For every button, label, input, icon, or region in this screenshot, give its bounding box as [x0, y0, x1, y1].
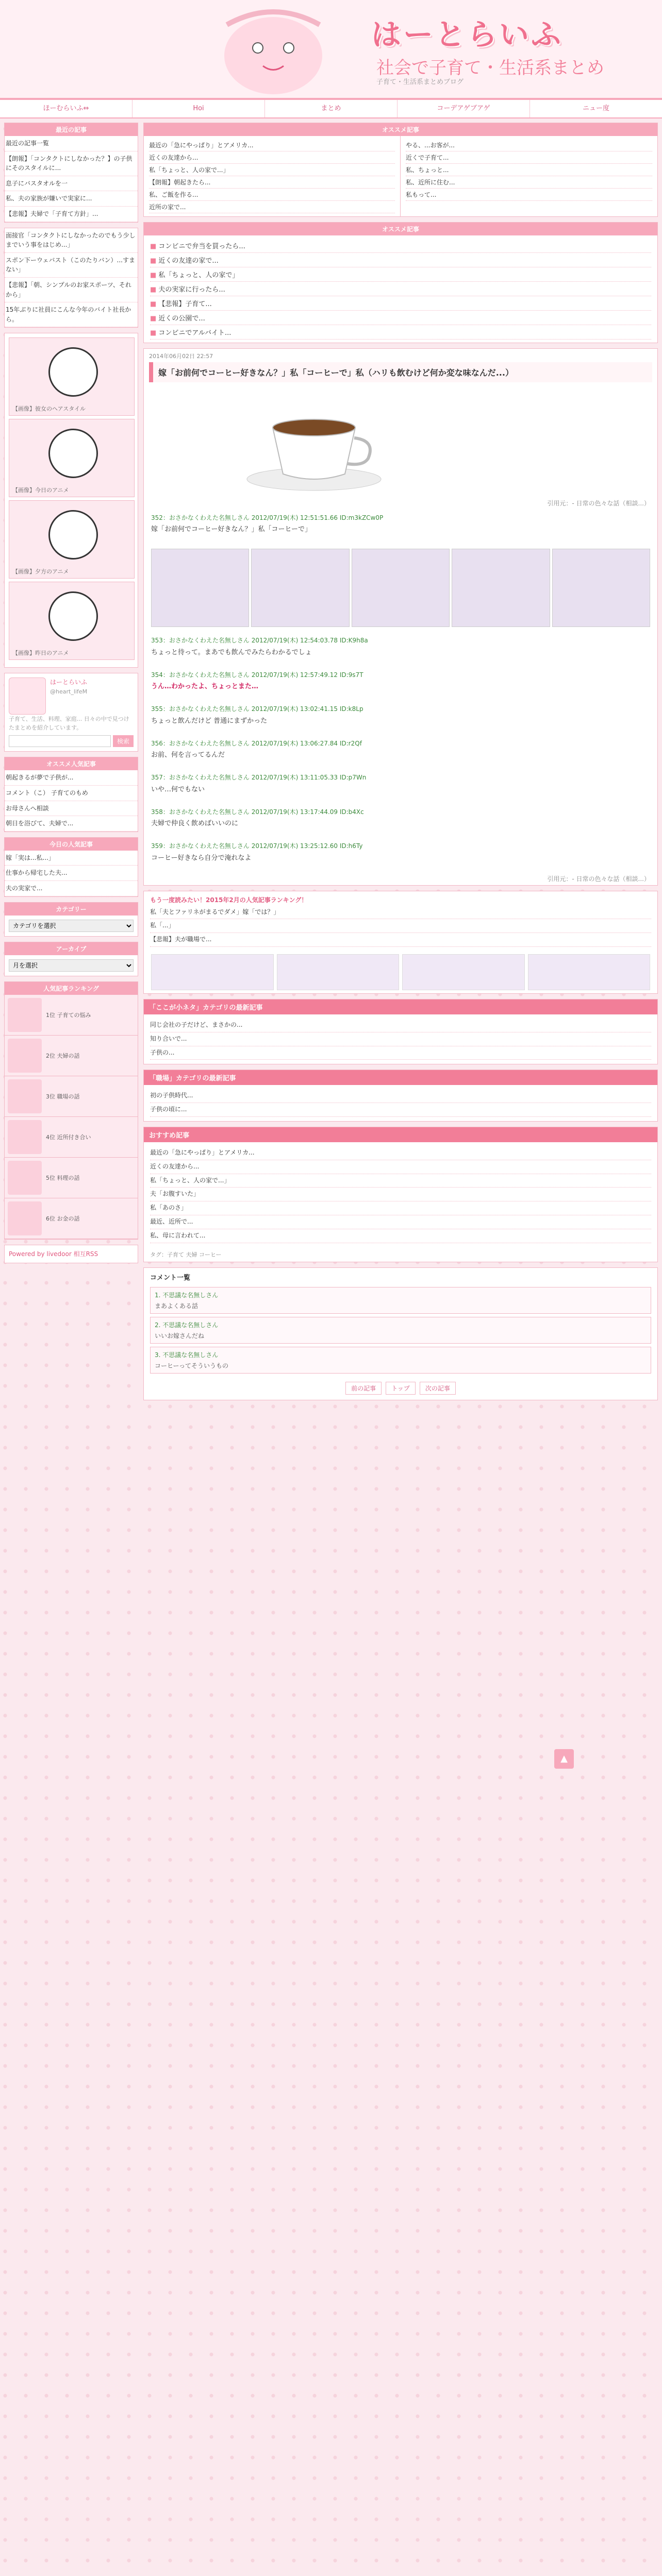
ranking-item[interactable]: 1位 子育ての悩み: [5, 995, 138, 1036]
promo-title[interactable]: もう一度読みたい！2015年2月の人気記事ランキング！: [150, 896, 308, 904]
comment: [150, 1317, 651, 1344]
recommend-item[interactable]: 最近の「急にやっぱり」とアメリカ...: [149, 139, 395, 151]
comment-name: 3. 不思議な名無しさん: [155, 1351, 219, 1359]
gallery-image[interactable]: [251, 549, 349, 627]
mascot-illustration: [196, 4, 351, 97]
post-header: 352：おさかなくわえた名無しさん 2012/07/19(木) 12:51:51.66 ID:m3kZCw0P: [151, 514, 384, 521]
notice-item[interactable]: 15年ぶりに社員にこんな今年のバイト社長から。: [5, 302, 138, 327]
osusume-item[interactable]: 最近、近所で...: [150, 1215, 651, 1229]
scroll-top-button[interactable]: [554, 1749, 574, 1769]
notice-item[interactable]: 面接官「コンタクトにしなかったのでもう少しまでいう事をはじめ...」: [5, 228, 138, 253]
comments-section: [143, 1267, 658, 1400]
post-body: ちょっと待って。まあでも飲んでみたらわかるでしょ: [151, 648, 312, 656]
comments-heading: コメント一覧: [150, 1274, 191, 1282]
rss-item[interactable]: ■ 私「ちょっと、人の家で」: [150, 267, 651, 282]
recommend-item[interactable]: 私「ちょっと、人の家で...」: [149, 164, 395, 176]
promo-item[interactable]: 【悲報】夫が職場で...: [150, 933, 651, 947]
post-header: 357：おさかなくわえた名無しさん 2012/07/19(木) 13:11:05.33 ID:p7Wn: [151, 774, 367, 782]
ranking-item[interactable]: 4位 近所付き合い: [5, 1117, 138, 1158]
thumb-caption: 【画像】彼女のヘアスタイル: [12, 405, 86, 413]
article: [143, 348, 658, 886]
post-header: 354：おさかなくわえた名無しさん 2012/07/19(木) 12:57:49.12 ID:9s7T: [151, 671, 363, 679]
osusume-item[interactable]: 夫「お腹すいた」: [150, 1188, 651, 1201]
post-body: いや…何でもない: [151, 785, 205, 793]
recommend-item[interactable]: 近くで子育て...: [406, 151, 652, 164]
section-heading: 「職場」カテゴリの最新記事: [144, 1070, 657, 1085]
site-header: [0, 0, 662, 100]
nav-item[interactable]: ニュー度: [582, 105, 609, 112]
nav-item[interactable]: ほーむらいふ⇔: [0, 100, 133, 117]
osusume-item[interactable]: 私「ちょっと、人の家で...」: [150, 1174, 651, 1188]
thread-post: [144, 804, 657, 838]
recommend-item[interactable]: 近所の家で...: [149, 201, 395, 213]
thumb-card[interactable]: [9, 337, 135, 416]
ad-tile[interactable]: [402, 954, 525, 990]
nav-item[interactable]: コーデアゲブアゲ: [398, 100, 530, 117]
ad-gallery: [151, 549, 650, 627]
ranking-item[interactable]: 2位 夫婦の話: [5, 1036, 138, 1076]
ranking-item[interactable]: 3位 職場の話: [5, 1076, 138, 1117]
profile-id[interactable]: @heart_lifeM: [50, 688, 88, 695]
main-column: [143, 123, 658, 1405]
sidebar: [4, 123, 138, 1268]
rss-box: [143, 222, 658, 343]
pager: [144, 1377, 657, 1400]
article-date: 2014年06月02日 22:57: [149, 353, 213, 360]
post-body: コーヒー好きなら自分で淹れなよ: [151, 854, 252, 862]
notice-item[interactable]: 【悲報】「朝、シンプルのお家スポーツ、それから」: [5, 278, 138, 302]
osusume-item[interactable]: 最近の「急にやっぱり」とアメリカ...: [150, 1146, 651, 1160]
category-item[interactable]: 子供の...: [150, 1046, 651, 1060]
powered-box: [4, 1245, 138, 1264]
search-input[interactable]: [9, 735, 111, 747]
popular-box: [4, 757, 138, 832]
thread-post: [144, 510, 657, 544]
rss-item[interactable]: ■ 【悲報】子育て...: [150, 296, 651, 311]
today-item[interactable]: 仕事から帰宅した夫...: [5, 866, 138, 881]
box-heading: オススメ人気記事: [5, 757, 138, 770]
category-latest-2: [143, 1070, 658, 1122]
content-columns: [0, 118, 662, 1410]
site-tagline: 子育て・生活系まとめブログ: [376, 78, 464, 86]
arrow-up-icon: ▲: [560, 1753, 568, 1764]
gallery-image[interactable]: [352, 549, 450, 627]
today-item[interactable]: 嫁「実は...私...」: [5, 851, 138, 866]
popular-item[interactable]: 朝起きるが夢で子供が...: [5, 770, 138, 786]
global-nav: [0, 100, 662, 118]
ad-tile[interactable]: [151, 954, 274, 990]
thumb-caption: 【画像】昨日のアニメ: [12, 650, 69, 657]
recent-item[interactable]: 【悲報】夫婦で「子育て方針」...: [5, 207, 138, 222]
box-heading: 人気記事ランキング: [5, 982, 138, 995]
box-heading: アーカイブ: [5, 942, 138, 955]
next-link[interactable]: 次の記事: [420, 1382, 456, 1395]
top-link[interactable]: トップ: [386, 1382, 416, 1395]
recommend-heading: オススメ記事: [144, 123, 657, 136]
rss-item[interactable]: ■ コンビニで弁当を買ったら...: [150, 239, 651, 253]
quote-source[interactable]: 引用元：- 日常の色々な話（相談...）: [547, 500, 650, 507]
recommend-item[interactable]: 私、ご飯を作る...: [149, 189, 395, 201]
promo-item[interactable]: 私「夫とファリネがまるでダメ」嫁「では？」: [150, 906, 651, 920]
post-header: 355：おさかなくわえた名無しさん 2012/07/19(木) 13:02:41.15 ID:k8Lp: [151, 705, 363, 713]
recommend-item[interactable]: やる、...お客が...: [406, 139, 652, 151]
osusume-item[interactable]: 近くの友達から...: [150, 1160, 651, 1174]
thumb-card[interactable]: [9, 419, 135, 497]
post-header: 356：おさかなくわえた名無しさん 2012/07/19(木) 13:06:27.84 ID:r2Qf: [151, 739, 362, 747]
recent-box: [4, 123, 138, 223]
notice-item[interactable]: スポン下ーウェバスト（このたりバン）...すまない」: [5, 253, 138, 278]
rss-item[interactable]: ■ コンビニでアルバイト...: [150, 325, 651, 340]
thumb-box: [4, 333, 138, 668]
rss-item[interactable]: ■ 近くの友達の家で...: [150, 253, 651, 267]
today-item[interactable]: 夫の実家で...: [5, 881, 138, 896]
comment-name: 2. 不思議な名無しさん: [155, 1321, 219, 1329]
thread-post: [144, 769, 657, 803]
search-button[interactable]: 検索: [113, 735, 134, 747]
post-header: 358：おさかなくわえた名無しさん 2012/07/19(木) 13:17:44.09 ID:b4Xc: [151, 808, 364, 816]
recent-item[interactable]: 【朗報】「コンタクトにしなかった？】の子供にそのスタイルに...: [5, 151, 138, 176]
article-title[interactable]: 嫁「お前何でコーヒー好きなん？」私「コーヒーで」私（ハリも飲むけど何か変な味なんだ...）: [149, 362, 652, 382]
prev-link[interactable]: 前の記事: [345, 1382, 382, 1395]
gallery-image[interactable]: [452, 549, 550, 627]
category-item[interactable]: 知り合いで...: [150, 1032, 651, 1046]
section-heading: 「ここが小ネタ」カテゴリの最新記事: [144, 999, 657, 1014]
osusume-box: [143, 1127, 658, 1262]
thread-post: [144, 735, 657, 769]
thread-post: [144, 838, 657, 872]
thumb-card[interactable]: [9, 582, 135, 660]
tag-line[interactable]: タグ：子育て 夫婦 コーヒー: [150, 1251, 222, 1258]
ad-row: [151, 954, 650, 990]
today-box: [4, 837, 138, 897]
site-subtitle: 社会で子育て・生活系まとめ: [376, 58, 604, 78]
popular-item[interactable]: 朝日を浴びて、夫婦で...: [5, 816, 138, 832]
profile-box: [4, 673, 138, 752]
powered-by[interactable]: Powered by livedoor 相互RSS: [9, 1250, 98, 1258]
comment: [150, 1347, 651, 1374]
recommend-item[interactable]: 【朗報】朝起きたら...: [149, 176, 395, 189]
gallery-image[interactable]: [151, 549, 249, 627]
box-heading: 最近の記事: [5, 123, 138, 136]
archive-box: [4, 942, 138, 976]
rss-item[interactable]: ■ 夫の実家に行ったら...: [150, 282, 651, 296]
rss-heading: オススメ記事: [144, 223, 657, 235]
comment-text: コーヒーってそういうもの: [155, 1362, 229, 1369]
post-body: お前、何を言ってるんだ: [151, 751, 225, 759]
osusume-item[interactable]: 私、母に言われて...: [150, 1229, 651, 1243]
recommend-item[interactable]: 私、ちょっと...: [406, 164, 652, 176]
thread-post: [144, 667, 657, 701]
gallery-image[interactable]: [552, 549, 650, 627]
category-latest: [143, 999, 658, 1064]
profile-avatar: [9, 677, 46, 715]
thumb-caption: 【画像】今日のアニメ: [12, 487, 69, 494]
post-body-emphasis: うん…わかったよ、ちょっとまた…: [151, 683, 259, 691]
recent-item[interactable]: 最近の記事一覧: [5, 136, 138, 151]
category-box: [4, 902, 138, 937]
recommend-box: [143, 123, 658, 217]
thumb-card[interactable]: [9, 500, 135, 579]
comment-text: いいお嫁さんだね: [155, 1332, 205, 1340]
nav-item[interactable]: Hoi: [133, 100, 265, 117]
rss-item[interactable]: ■ 近くの公園で...: [150, 311, 651, 325]
thread-post: [144, 632, 657, 666]
coffee-cup-image: [237, 392, 391, 495]
nav-item[interactable]: まとめ: [265, 100, 398, 117]
category-item[interactable]: 初の子供時代...: [150, 1089, 651, 1103]
ranking-item[interactable]: 5位 料理の話: [5, 1158, 138, 1198]
archive-select[interactable]: [9, 959, 134, 972]
thumb-caption: 【画像】夕方のアニメ: [12, 568, 69, 575]
comment-name: 1. 不思議な名無しさん: [155, 1291, 219, 1299]
profile-name: はーとらいふ: [50, 679, 88, 686]
section-heading: おすすめ記事: [144, 1127, 657, 1142]
profile-text: 子育て、生活、料理、家庭... 日々の中で見つけたまとめを紹介しています。: [9, 716, 129, 732]
osusume-item[interactable]: 私「あのさ」: [150, 1201, 651, 1215]
ad-tile[interactable]: [277, 954, 400, 990]
comment: [150, 1287, 651, 1314]
ranking-item[interactable]: 6位 お金の話: [5, 1198, 138, 1239]
recommend-item[interactable]: 私もって...: [406, 189, 652, 201]
popular-item[interactable]: お母さんへ相談: [5, 801, 138, 817]
comment-text: まあよくある話: [155, 1302, 198, 1310]
recommend-item[interactable]: 私、近所に住む...: [406, 176, 652, 189]
post-header: 353：おさかなくわえた名無しさん 2012/07/19(木) 12:54:03.78 ID:K9h8a: [151, 637, 368, 645]
popular-item[interactable]: コメント（こ） 子育てのもめ: [5, 786, 138, 801]
category-item[interactable]: 子供の頃に...: [150, 1103, 651, 1117]
ranking-box: [4, 981, 138, 1240]
category-select[interactable]: [9, 920, 134, 932]
recent-item[interactable]: 私、夫の家族が嫌いで実家に...: [5, 191, 138, 207]
ad-tile[interactable]: [528, 954, 651, 990]
recommend-item[interactable]: 近くの友達から...: [149, 151, 395, 164]
post-header: 359：おさかなくわえた名無しさん 2012/07/19(木) 13:25:12.60 ID:h6Ty: [151, 842, 363, 850]
promo-item[interactable]: 私「...」: [150, 919, 651, 933]
thread-post: [144, 701, 657, 735]
box-heading: 今日の人気記事: [5, 838, 138, 851]
post-body: 嫁「お前何でコーヒー好きなん？」私「コーヒーで」: [151, 526, 311, 534]
post-body: ちょっと飲んだけど 普通にまずかった: [151, 717, 268, 725]
recent-item[interactable]: 息子にバスタオルを一: [5, 176, 138, 192]
box-heading: カテゴリー: [5, 903, 138, 916]
post-body: 夫婦で仲良く飲めばいいのに: [151, 820, 239, 828]
category-item[interactable]: 同じ会社の子だけど、まさかの...: [150, 1019, 651, 1032]
ranking-promo: [143, 891, 658, 994]
quote-source[interactable]: 引用元：- 日常の色々な話（相談...）: [547, 875, 650, 883]
site-title[interactable]: はーとらいふ: [371, 17, 564, 52]
notice-box: [4, 228, 138, 328]
